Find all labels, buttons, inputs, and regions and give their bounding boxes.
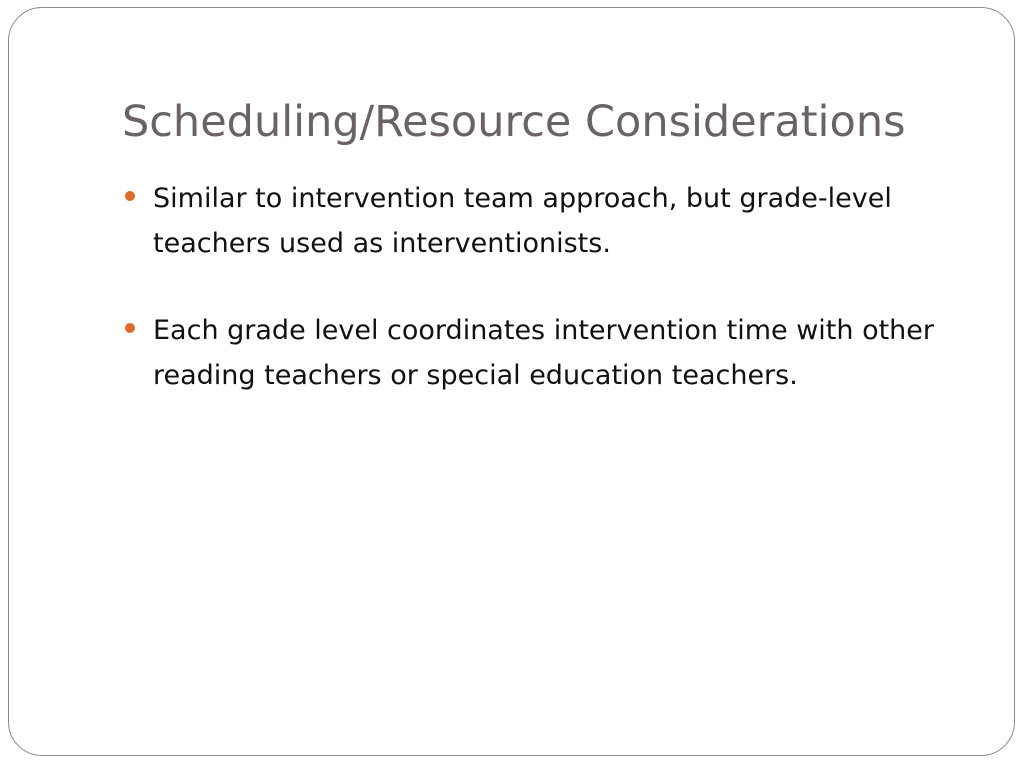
bullet-item [125, 308, 985, 398]
bullet-dot-icon [125, 191, 135, 201]
slide-frame [8, 7, 1015, 756]
bullet-text: Similar to intervention team approach, but grade-level teachers used as interventionists. [153, 183, 892, 259]
bullet-dot-icon [125, 323, 135, 333]
bullet-text: Each grade level coordinates intervention time with other reading teachers or special education teachers. [153, 315, 934, 391]
bullet-list [125, 176, 985, 440]
bullet-item [125, 176, 985, 266]
slide-title: Scheduling/Resource Considerations [122, 97, 906, 147]
